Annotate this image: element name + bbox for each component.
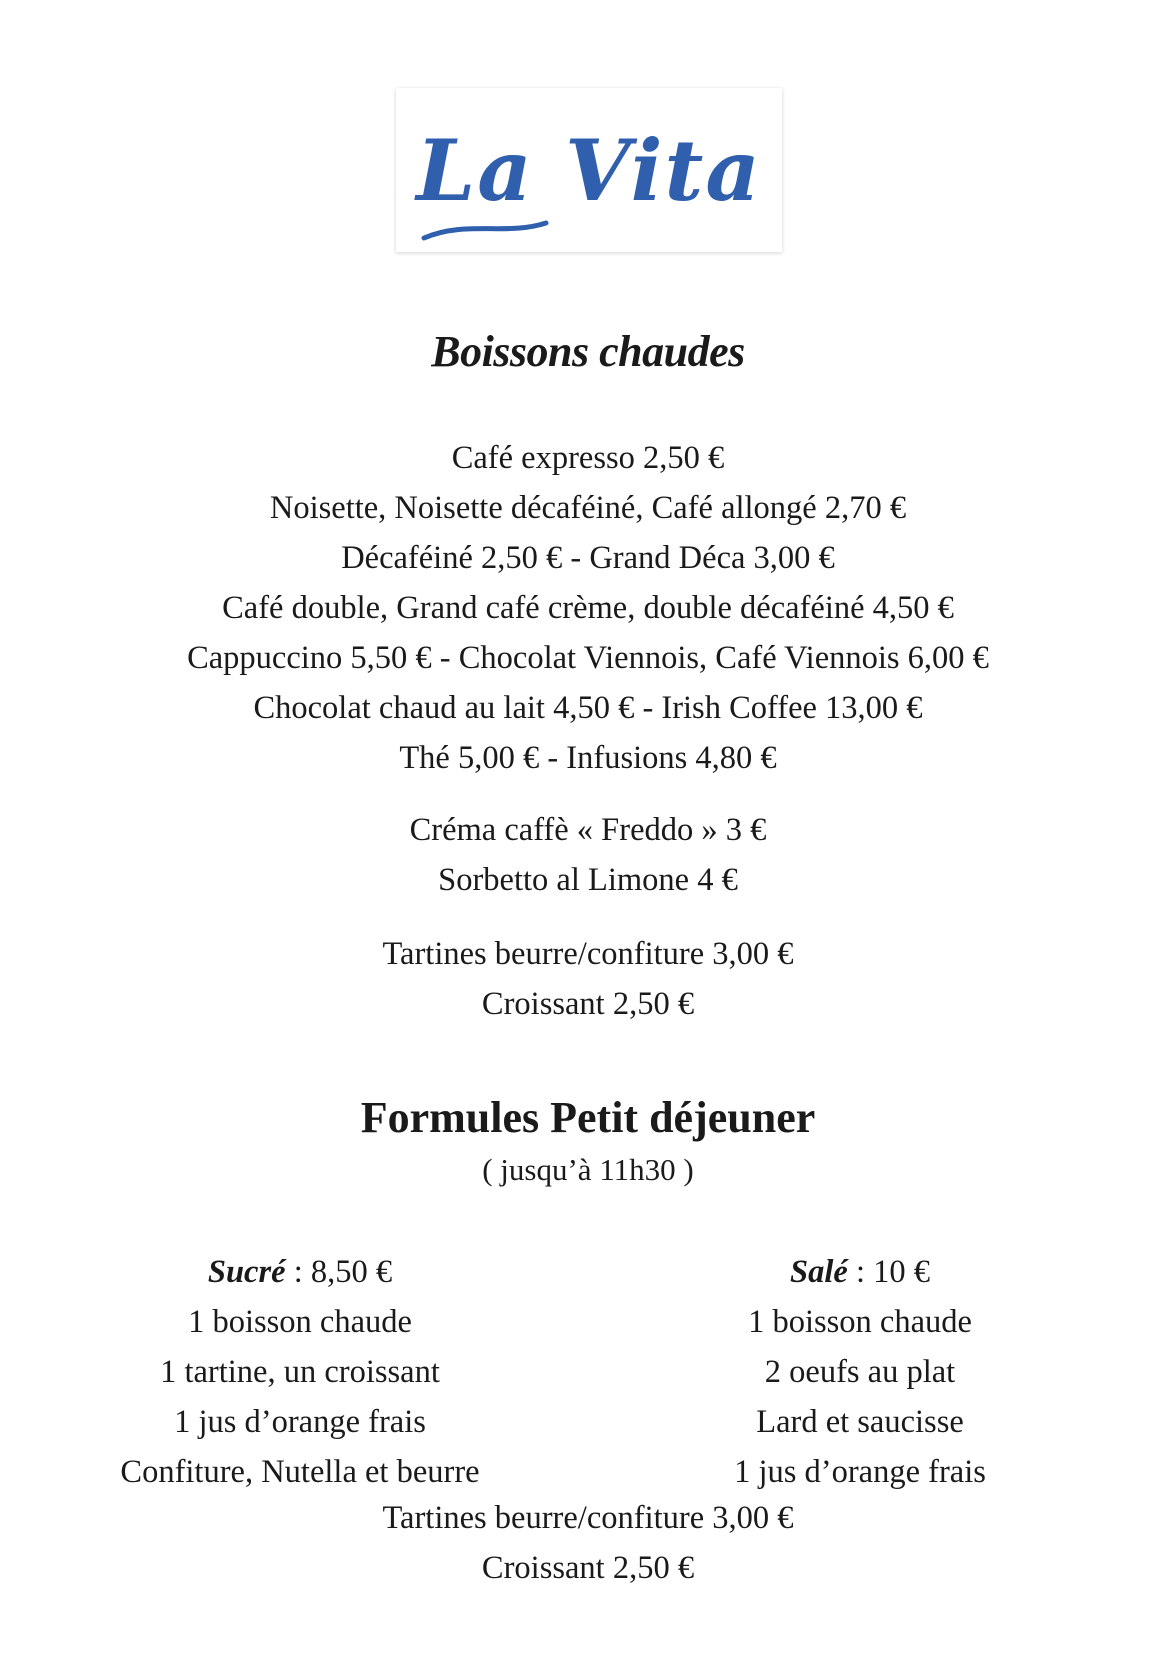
menu-line: Tartines beurre/confiture 3,00 € — [382, 936, 794, 972]
formule-item: 1 tartine, un croissant — [160, 1354, 440, 1390]
menu-line: Sorbetto al Limone 4 € — [438, 862, 738, 898]
menu-line: Noisette, Noisette décaféiné, Café allongé 2,70 € — [269, 490, 907, 526]
menu-line: Café double, Grand café crème, double décaféiné 4,50 € — [222, 590, 954, 626]
formule-item: Confiture, Nutella et beurre — [120, 1454, 480, 1490]
formule-sucre-label: Sucré — [207, 1254, 286, 1290]
formules-title: Formules Petit déjeuner — [360, 1093, 816, 1142]
formule-item: Lard et saucisse — [756, 1404, 964, 1440]
menu-line: Thé 5,00 € - Infusions 4,80 € — [399, 740, 777, 776]
menu-line: Cappuccino 5,50 € - Chocolat Viennois, Café Viennois 6,00 € — [187, 640, 989, 676]
logo-script — [396, 88, 782, 252]
formule-sale — [660, 1247, 1060, 1497]
formule-item: 1 boisson chaude — [188, 1304, 412, 1340]
menu-line: Créma caffè « Freddo » 3 € — [409, 812, 767, 848]
logo-text: La Vita — [416, 121, 762, 220]
formule-sucre-header — [80, 1247, 520, 1297]
menu-line: Tartines beurre/confiture 3,00 € — [382, 1500, 794, 1536]
menu-line: Croissant 2,50 € — [481, 1550, 695, 1586]
menu-line: Décaféiné 2,50 € - Grand Déca 3,00 € — [341, 540, 835, 576]
menu-line: Café expresso 2,50 € — [451, 440, 725, 476]
formule-sale-label: Salé — [790, 1254, 848, 1290]
formule-item: 1 jus d’orange frais — [734, 1454, 986, 1490]
formule-sale-header — [660, 1247, 1060, 1297]
formule-sale-price: : 10 € — [847, 1254, 930, 1290]
formules-subtitle: ( jusqu’à 11h30 ) — [482, 1152, 694, 1187]
logo-card — [396, 88, 782, 252]
formule-item: 2 oeufs au plat — [764, 1354, 956, 1390]
menu-line: Chocolat chaud au lait 4,50 € - Irish Coffee 13,00 € — [253, 690, 923, 726]
formule-item: 1 jus d’orange frais — [174, 1404, 426, 1440]
logo-swash — [424, 223, 546, 238]
formule-sucre — [80, 1247, 520, 1497]
boissons-title: Boissons chaudes — [431, 327, 745, 376]
menu-line: Croissant 2,50 € — [481, 986, 695, 1022]
formule-item: 1 boisson chaude — [748, 1304, 972, 1340]
formule-sucre-price: : 8,50 € — [285, 1254, 393, 1290]
logo — [396, 88, 782, 252]
